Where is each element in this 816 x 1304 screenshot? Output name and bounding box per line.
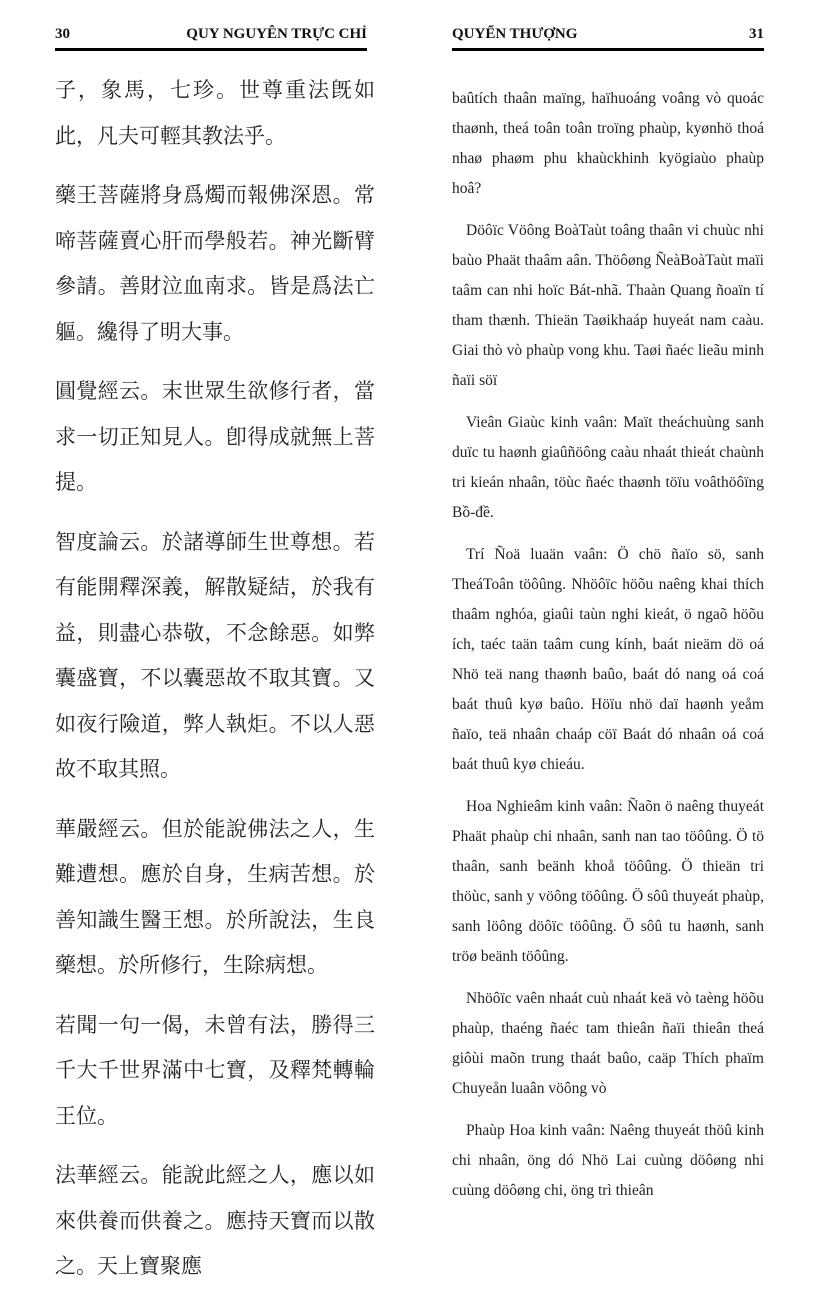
paragraph: 法華經云。能說此經之人，應以如來供養而供養之。應持天寶而以散之。天上寶聚應 [55,1163,375,1278]
paragraph: baûtích thaân maïng, haïhuoáng voâng vò quoác thaønh, theá toân toân troïng phaùp, kyønhö thoá nhaø phaøm phu khaùckhinh kyögiaùo phaùp hoâ? [452,90,764,197]
paragraph: 圓覺經云。末世眾生欲修行者，當求一切正知見人。卽得成就無上菩提。 [55,379,375,494]
paragraph: Trí Ñoä luaän vaân: Ö chö ñaïo sö, sanh TheáToân töôûng. Nhöôïc höõu naêng khai thích thaâm nghóa, giaûi taùn nghi kieát, ö ngaõ höõu ích, taéc taän taâm cung kính, baát nieäm dö oá Nhö teä nang thaønh baûo, baát dó nang oá coá baát thuû kyø baûo. Höïu nhö daï haønh yeåm ñaïo, teä nhaân chaáp cöï Baát dó nhaân oá coá baát thuû kyø chieáu. [452,546,764,773]
paragraph: 子，象馬，七珍。世尊重法旣如此，凡夫可輕其教法乎。 [55,78,375,148]
paragraph: 藥王菩薩將身爲燭而報佛深恩。常啼菩薩賣心肝而學般若。神光斷臂參請。善財泣血南求。皆是爲法亡軀。纔得了明大事。 [55,183,375,344]
left-page-number: 30 [55,26,70,42]
right-page-header [452,26,764,46]
right-page-body [452,84,764,1218]
paragraph: Nhöôïc vaên nhaát cuù nhaát keä vò taèng höõu phaùp, thaéng ñaéc tam thieân ñaïi thieân theá giôùi maõn trung thaát baûo, caäp Thích phaïm Chuyeån luaân vöông vò [452,990,764,1097]
paragraph: 智度論云。於諸導師生世尊想。若有能開釋深義，解散疑結，於我有益，則盡心恭敬，不念餘惡。如弊囊盛寶，不以囊惡故不取其寶。又如夜行險道，弊人執炬。不以人惡故不取其照。 [55,529,375,781]
paragraph: 若聞一句一偈，未曾有法，勝得三千大千世界滿中七寶，及釋梵轉輪王位。 [55,1012,375,1128]
paragraph: Hoa Nghieâm kinh vaân: Ñaõn ö naêng thuyeát Phaät phaùp chi nhaân, sanh nan tao töôûng. Ö tö thaân, sanh beänh khoå töôûng. Ö thieän tri thöùc, sanh y vöông töôûng. Ö sôû thuyeát phaùp, sanh löông döôïc töôûng. Ö sôû tu haønh, sanh tröø beänh töôûng. [452,798,764,965]
left-page-body [55,68,375,1304]
left-header-rule [55,48,367,51]
right-running-title: QUYỂN THƯỢNG [452,26,578,42]
right-page-number: 31 [749,26,764,42]
paragraph: Vieân Giaùc kinh vaân: Maït theáchuùng sanh duïc tu haønh giaûñöông caàu nhaát thieát chaùnh tri kieán nhaân, töùc ñaéc thaønh töïu voâthöôïng Bồ-đề. [452,414,764,521]
left-page-header [55,26,367,46]
paragraph: Phaùp Hoa kinh vaân: Naêng thuyeát thöû kinh chi nhaân, öng dó Nhö Lai cuùng döôøng nhi cuùng döôøng chi, öng trì thieân [452,1122,764,1199]
paragraph: Döôïc Vöông BoàTaùt toâng thaân vi chuùc nhi baùo Phaät thaâm aân. Thöôøng ÑeàBoàTaùt maïi taâm can nhi hoïc Bát-nhã. Thaàn Quang ñoaïn tí tham thænh. Thieän Taøikhaáp huyeát nam caàu. Giai thò vò phaùp vong khu. Taøi ñaéc lieãu minh ñaïi söï [452,222,764,389]
paragraph: 華嚴經云。但於能說佛法之人，生難遭想。應於自身，生病苦想。於善知識生醫王想。於所說法，生良藥想。於所修行，生除病想。 [55,816,375,977]
left-running-title: QUY NGUYÊN TRỰC CHỈ [186,26,367,42]
right-header-rule [452,48,764,51]
